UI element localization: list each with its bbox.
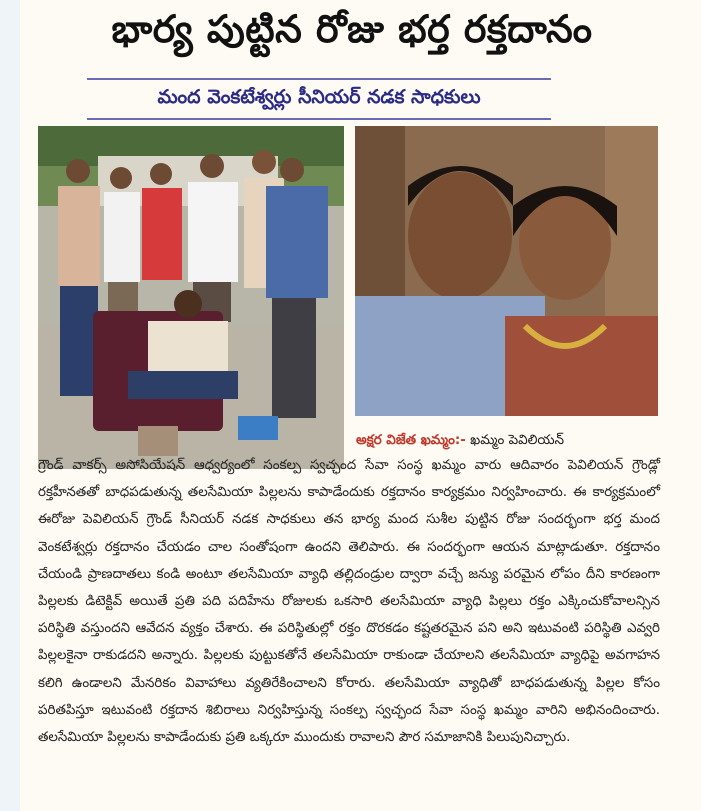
article-lead-fragment: ఖమ్మం పెవిలియన్ [470, 433, 565, 448]
photo-couple-portrait [355, 126, 658, 416]
page-margin [0, 0, 20, 811]
article-headline: భార్య పుట్టిన రోజు భర్త రక్తదానం [111, 7, 593, 51]
article-subheadline: మంద వెంకటేశ్వర్లు సీనియర్ నడక సాధకులు [157, 86, 481, 108]
group-photo-illustration [38, 126, 344, 469]
article-byline: అక్షర విజేత ఖమ్మం:- [356, 433, 466, 448]
article-body [38, 452, 660, 751]
article-body-paragraph: గ్రౌండ్ వాకర్స్ అసోసియేషన్ ఆధ్వర్యంలో సంకల్ప స్వచ్ఛంద సేవా సంస్థ ఖమ్మం వారు ఆదివారం పెవిలియన్ గ్రౌండ్లో రక్తహీనతతో బాధపడుతున్న తలసేమియా పిల్లలను కాపాడేందుకు రక్తదానం కార్యక్రమం నిర్వహించారు. ఈ కార్యక్రమంలో ఈరోజు పెవిలియన్ గ్రౌండ్ సీనియర్ నడక సాధకులు తన భార్య మంద సుశీల పుట్టిన రోజు సందర్భంగా భర్త మంద వెంకటేశ్వర్లు రక్తదానం చేయడం చాల సంతోషంగా ఉందని తెలిపారు. ఈ సందర్భంగా ఆయన మాట్లాడుతూ. రక్తదానం చేయండి ప్రాణదాతలు కండి అంటూ తలసేమియా వ్యాధి తల్లిదండ్రుల ద్వారా వచ్చే జన్యు పరమైన లోపం దీని కారణంగా పిల్లలకు డిటెక్టివ్ అయితే ప్రతి పది పదిహేను రోజులకు ఒకసారి తలసేమియా వ్యాధి పిల్లలు రక్తం ఎక్కించుకోవాలన్సిన పరిస్థితి వస్తుందని ఆవేదన వ్యక్తం చేశారు. ఈ పరిస్థితుల్లో రక్తం దొరకడం కష్టతరమైన పని అని ఇటువంటి పరిస్థితి ఎవ్వరి పిల్లలకైనా రాకుడదని అన్నారు. పిల్లలకు పుట్టుకతోనే తలసేమియా రాకుండా చేయాలని తలసేమియా వ్యాధిపై అవగాహన కలిగి ఉండాలని మేనరికం వివాహాలు వ్యతిరేకించాలని కోరారు. తలసేమియా వ్యాధితో బాధపడుతున్న పిల్లల కోసం పరితపిస్తూ ఇటువంటి రక్తదాన శిబిరాలు నిర్వహిస్తున్న సంకల్ప స్వచ్ఛంద సేవా సంస్థ ఖమ్మం వారిని అభినందించారు. తలసేమియా పిల్లలను కాపాడేందుకు ప్రతి ఒక్కరూ ముందుకు రావాలని పౌర సమాజానికి పిలుపునిచ్చారు. [38, 458, 660, 746]
article-lead [356, 430, 660, 452]
photo-blood-donation-group [38, 126, 344, 469]
couple-photo-illustration [355, 126, 658, 416]
